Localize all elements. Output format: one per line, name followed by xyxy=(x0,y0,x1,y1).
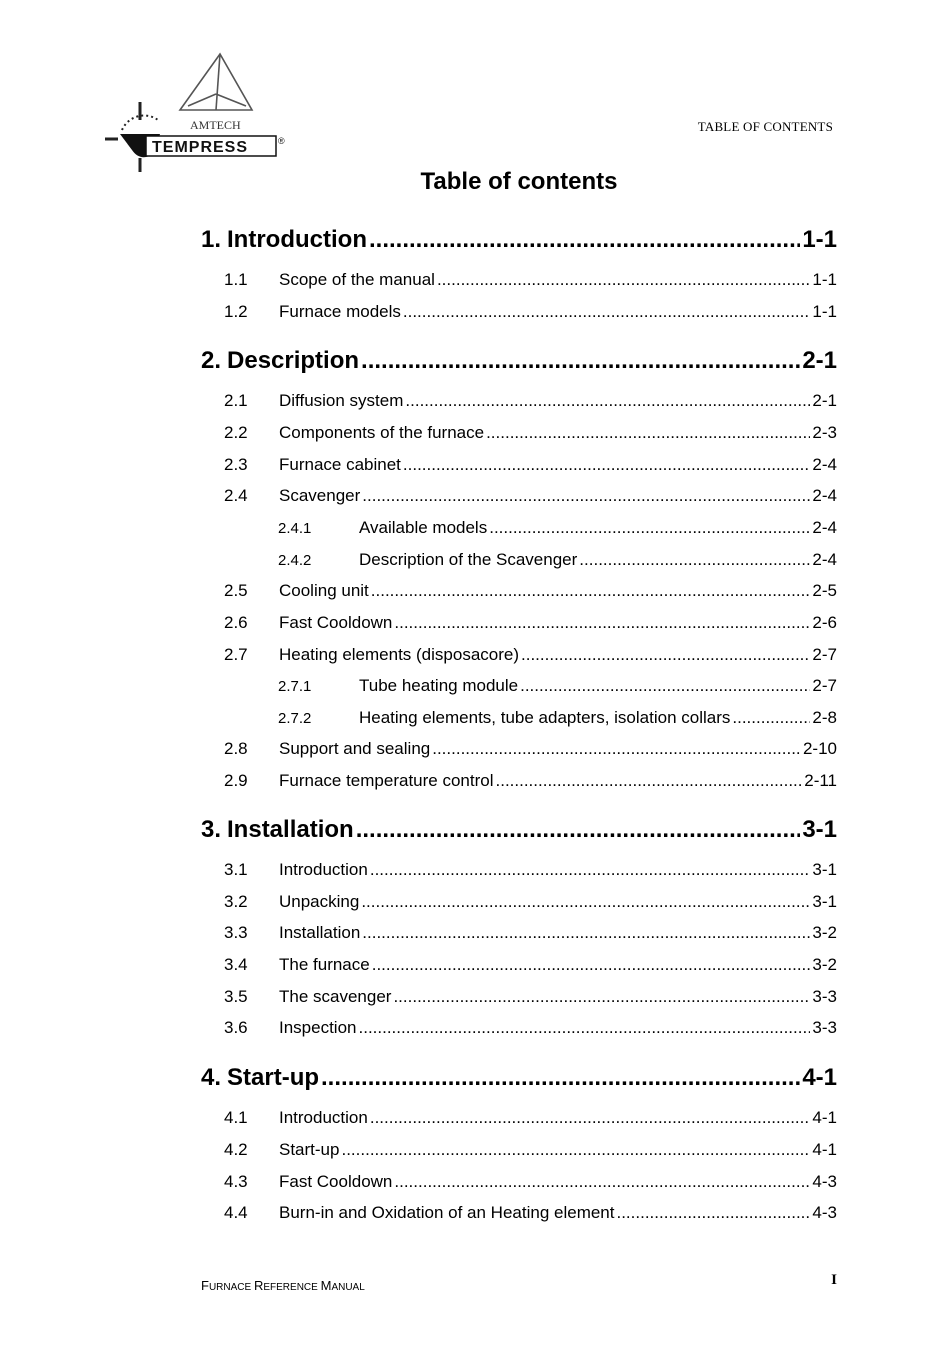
toc-entry-number: 3.4 xyxy=(224,955,248,974)
toc-entry-number: 2.2 xyxy=(224,423,248,442)
toc-entry-page: 2-1 xyxy=(812,391,837,410)
toc-entry-page: 3-2 xyxy=(812,923,837,942)
toc-entry-page: 2-4 xyxy=(812,455,837,474)
toc-entry-title: Heating elements (disposacore) xyxy=(279,645,520,664)
toc-entry-title: The scavenger xyxy=(279,987,392,1006)
toc-entry-page: 4-1 xyxy=(802,1064,837,1091)
toc-entry-number: 2.5 xyxy=(224,581,248,600)
toc-section[interactable] xyxy=(201,391,837,411)
logo-tempress-text: TEMPRESS xyxy=(152,139,249,156)
footer-r: R xyxy=(253,1278,264,1293)
toc-dot-leader xyxy=(579,550,810,570)
toc-dot-leader xyxy=(394,613,810,633)
footer-m: M xyxy=(320,1278,332,1293)
toc-entry-page: 3-1 xyxy=(802,816,837,843)
toc-entry-title: Diffusion system xyxy=(279,391,404,410)
toc-dot-leader xyxy=(496,771,803,791)
toc-entry-title: Description xyxy=(227,347,360,374)
toc-entry-page: 2-4 xyxy=(812,550,837,569)
toc-entry-title: Description of the Scavenger xyxy=(359,550,578,569)
toc-section[interactable] xyxy=(201,270,837,290)
toc-entry-title: Heating elements, tube adapters, isolation collars xyxy=(359,708,731,727)
logo-registered-mark: ® xyxy=(278,136,285,146)
toc-subsection[interactable] xyxy=(201,518,837,538)
toc-dot-leader xyxy=(356,816,801,844)
toc-entry-page: 4-1 xyxy=(812,1108,837,1127)
toc-dot-leader xyxy=(341,1140,810,1160)
page-number: I xyxy=(831,1272,837,1288)
toc-entry-title: Burn-in and Oxidation of an Heating element xyxy=(279,1203,615,1222)
toc-dot-leader xyxy=(321,1064,800,1092)
toc-entry-page: 2-10 xyxy=(802,739,837,758)
toc-chapter[interactable] xyxy=(201,347,837,375)
toc-entry-title: Start-up xyxy=(227,1064,320,1091)
toc-dot-leader xyxy=(520,676,810,696)
toc-entry-title: Components of the furnace xyxy=(279,423,485,442)
toc-dot-leader xyxy=(616,1203,810,1223)
toc-dot-leader xyxy=(370,860,811,880)
toc-chapter[interactable] xyxy=(201,226,837,254)
toc-entry-number: 2.9 xyxy=(224,771,248,790)
page-title: Table of contents xyxy=(420,168,618,195)
toc-entry-page: 3-1 xyxy=(812,860,837,879)
toc-section[interactable] xyxy=(201,892,837,912)
toc-entry-number: 2.7.1 xyxy=(278,678,312,695)
toc-entry-title: The furnace xyxy=(279,955,370,974)
toc-entry-number: 3.1 xyxy=(224,860,248,879)
toc-entry-page: 1-1 xyxy=(802,226,837,253)
toc-section[interactable] xyxy=(201,1108,837,1128)
toc-entry-title: Furnace models xyxy=(279,302,401,321)
toc-entry-page: 2-5 xyxy=(812,581,837,600)
toc-entry-title: Scope of the manual xyxy=(279,270,435,289)
toc-entry-title: Introduction xyxy=(227,226,367,253)
toc-entry-title: Cooling unit xyxy=(279,581,369,600)
footer-eference: EFERENCE xyxy=(263,1282,321,1293)
toc-subsection[interactable] xyxy=(201,708,837,728)
toc-dot-leader xyxy=(432,739,801,759)
toc-dot-leader xyxy=(521,645,810,665)
toc-entry-number: 1.1 xyxy=(224,270,248,289)
toc-entry-number: 4.4 xyxy=(224,1203,248,1222)
toc-section[interactable] xyxy=(201,1018,837,1038)
pyramid-icon xyxy=(180,54,252,110)
toc-dot-leader xyxy=(371,581,811,601)
toc-entry-title: Available models xyxy=(359,518,488,537)
toc-section[interactable] xyxy=(201,455,837,475)
toc-entry-number: 2.1 xyxy=(224,391,248,410)
toc-entry-number: 4.3 xyxy=(224,1172,248,1191)
toc-section[interactable] xyxy=(201,739,837,759)
toc-entry-page: 2-1 xyxy=(802,347,837,374)
toc-dot-leader xyxy=(362,486,810,506)
toc-section[interactable] xyxy=(201,923,837,943)
toc-entry-page: 4-3 xyxy=(812,1172,837,1191)
toc-dot-leader xyxy=(486,423,810,443)
toc-entry-title: Support and sealing xyxy=(279,739,431,758)
toc-dot-leader xyxy=(393,987,810,1007)
toc-entry-number: 4.1 xyxy=(224,1108,248,1127)
toc-dot-leader xyxy=(732,708,810,728)
footer-urnace: URNACE xyxy=(208,1282,254,1293)
toc-section[interactable] xyxy=(201,1140,837,1160)
toc-entry-page: 3-1 xyxy=(812,892,837,911)
toc-entry-number: 2.4.1 xyxy=(278,520,312,537)
toc-entry-number: 2.6 xyxy=(224,613,248,632)
toc-entry-page: 3-2 xyxy=(812,955,837,974)
toc-entry-number: 4.2 xyxy=(224,1140,248,1159)
toc-dot-leader xyxy=(403,455,811,475)
toc-section[interactable] xyxy=(201,1172,837,1192)
amtech-tempress-logo xyxy=(100,50,300,175)
toc-section[interactable] xyxy=(201,860,837,880)
toc-dot-leader xyxy=(359,1018,811,1038)
toc-subsection[interactable] xyxy=(201,550,837,570)
toc-entry-title: Scavenger xyxy=(279,486,361,505)
toc-entry-page: 2-4 xyxy=(812,486,837,505)
toc-section[interactable] xyxy=(201,581,837,601)
toc-entry-page: 2-8 xyxy=(812,708,837,727)
toc-section[interactable] xyxy=(201,1203,837,1223)
toc-entry-title: Installation xyxy=(279,923,361,942)
footer-manual-title xyxy=(201,1278,365,1293)
toc-entry-number: 2.3 xyxy=(224,455,248,474)
toc-dot-leader xyxy=(362,923,810,943)
toc-dot-leader xyxy=(405,391,810,411)
toc-entry-number: 2.4 xyxy=(224,486,248,505)
toc-entry-number: 2.7 xyxy=(224,645,248,664)
toc-entry-page: 2-4 xyxy=(812,518,837,537)
toc-entry-page: 4-3 xyxy=(812,1203,837,1222)
toc-entry-number: 3.6 xyxy=(224,1018,248,1037)
toc-entry-number: 3.5 xyxy=(224,987,248,1006)
toc-entry-title: Start-up xyxy=(279,1140,340,1159)
toc-entry-number: 2.4.2 xyxy=(278,552,312,569)
toc-section[interactable] xyxy=(201,423,837,443)
toc-entry-title: Introduction xyxy=(279,860,368,879)
footer-anual: ANUAL xyxy=(331,1282,365,1293)
toc-entry-page: 2-3 xyxy=(812,423,837,442)
toc-entry-page: 2-7 xyxy=(812,645,837,664)
toc-entry-number: 3. xyxy=(201,816,222,843)
toc-entry-page: 2-11 xyxy=(804,771,837,790)
toc-entry-title: Unpacking xyxy=(279,892,360,911)
toc-entry-number: 3.2 xyxy=(224,892,248,911)
toc-chapter[interactable] xyxy=(201,816,837,844)
toc-entry-title: Fast Cooldown xyxy=(279,613,393,632)
logo-amtech-text: AMTECH xyxy=(190,118,241,132)
toc-entry-page: 3-3 xyxy=(812,1018,837,1037)
toc-entry-number: 3.3 xyxy=(224,923,248,942)
toc-dot-leader xyxy=(394,1172,810,1192)
toc-entry-page: 1-1 xyxy=(812,270,837,289)
toc-entry-number: 1. xyxy=(201,226,222,253)
toc-section[interactable] xyxy=(201,987,837,1007)
toc-entry-title: Installation xyxy=(227,816,354,843)
toc-section[interactable] xyxy=(201,645,837,665)
toc-dot-leader xyxy=(361,347,800,375)
toc-entry-title: Furnace temperature control xyxy=(279,771,494,790)
toc-entry-title: Inspection xyxy=(279,1018,357,1037)
toc-entry-title: Fast Cooldown xyxy=(279,1172,393,1191)
toc-dot-leader xyxy=(437,270,810,290)
toc-entry-page: 2-7 xyxy=(812,676,837,695)
toc-entry-title: Introduction xyxy=(279,1108,368,1127)
running-header: TABLE OF CONTENTS xyxy=(697,119,833,134)
toc-entry-page: 1-1 xyxy=(812,302,837,321)
toc-entry-number: 4. xyxy=(201,1064,222,1091)
toc-entry-number: 2.7.2 xyxy=(278,710,312,727)
toc-dot-leader xyxy=(370,1108,811,1128)
toc-entry-page: 4-1 xyxy=(812,1140,837,1159)
toc-entry-number: 2. xyxy=(201,347,222,374)
toc-section[interactable] xyxy=(201,955,837,975)
toc-section[interactable] xyxy=(201,771,837,791)
toc-entry-page: 3-3 xyxy=(812,987,837,1006)
toc-section[interactable] xyxy=(201,486,837,506)
toc-entry-number: 1.2 xyxy=(224,302,248,321)
toc-entry-title: Tube heating module xyxy=(359,676,519,695)
toc-dot-leader xyxy=(369,226,800,254)
footer-f: F xyxy=(201,1278,209,1293)
toc-chapter[interactable] xyxy=(201,1064,837,1092)
toc-dot-leader xyxy=(403,302,811,322)
toc-section[interactable] xyxy=(201,613,837,633)
toc-entry-page: 2-6 xyxy=(812,613,837,632)
toc-dot-leader xyxy=(361,892,810,912)
toc-entry-number: 2.8 xyxy=(224,739,248,758)
toc-dot-leader xyxy=(372,955,811,975)
toc-section[interactable] xyxy=(201,302,837,322)
toc-subsection[interactable] xyxy=(201,676,837,696)
toc-entry-title: Furnace cabinet xyxy=(279,455,401,474)
toc-dot-leader xyxy=(489,518,810,538)
